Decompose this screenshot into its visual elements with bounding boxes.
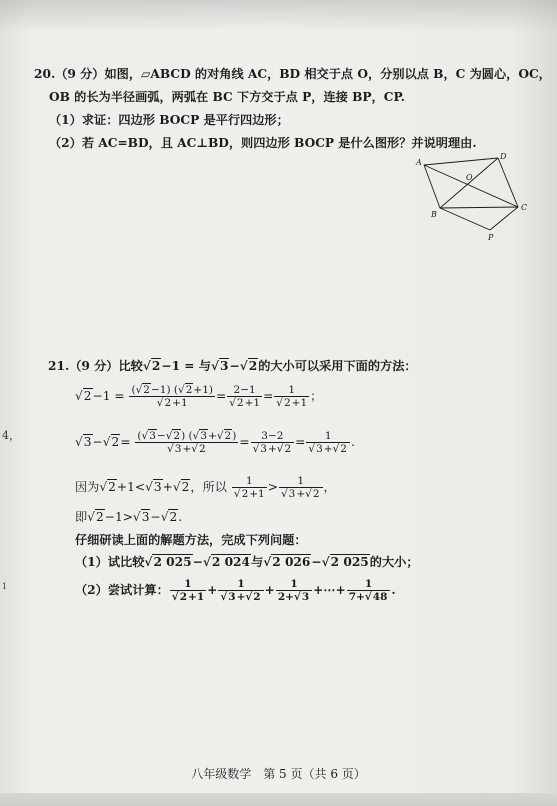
- margin-mark-1: 1: [2, 582, 8, 591]
- q20-part1: （1）求证：四边形 BOCP 是平行四边形；: [49, 113, 289, 127]
- q21-because: 因为√2+1<√3+√2，所以 $\frac{1}{√2+1}$ > $\frac{1}{√3+√2}$ ，: [75, 475, 336, 500]
- q21-equation-2: √3−√2= $\frac{(√3-√2) (√3+√2)}{√3+√2}$ = $\frac{3-2}{√3+√2}$ = $\frac{1}{√3+√2}$ .: [75, 430, 355, 455]
- label-b: B: [431, 210, 437, 219]
- q20-line2: OB 的长为半径画弧，两弧在 BC 下方交于点 P，连接 BP，CP.: [49, 90, 405, 104]
- diagonal-bd: [440, 158, 498, 208]
- label-d: D: [500, 152, 507, 161]
- q21-task-2: （2）尝试计算： $\frac{1}{√2+1}$ + $\frac{1}{√3+√2}$ + $\frac{1}{2+√3}$ +⋯+ $\frac{1}{7+√48}$ .: [75, 578, 396, 603]
- label-o: O: [466, 173, 473, 182]
- page-footer: 八年级数学 第 5 页（共 6 页）: [191, 767, 366, 781]
- label-c: C: [521, 203, 528, 212]
- q21-intro: 21.（9 分）比较√2−1 = 与√3−√2的大小可以采用下面的方法：: [48, 359, 417, 373]
- margin-mark-4: 4，: [2, 429, 20, 442]
- q21-equation-1: √2−1 = $\frac{(√2-1) (√2+1)}{√2+1}$ = $\frac{2-1}{√2+1}$ = $\frac{1}{√2+1}$ ；: [75, 384, 323, 409]
- segment-bp: [440, 208, 490, 230]
- q21-task-1: （1）试比较√2 025−√2 024与√2 026−√2 025的大小；: [75, 555, 419, 569]
- q20-part2: （2）若 AC=BD，且 AC⊥BD，则四边形 BOCP 是什么图形？并说明理由.: [49, 136, 477, 150]
- label-a: A: [416, 158, 422, 167]
- q21-conclusion: 即√2−1>√3−√2.: [75, 510, 183, 524]
- parallelogram-figure: [410, 150, 535, 245]
- q20-line1: 20.（9 分）如图，▱ABCD 的对角线 AC，BD 相交于点 O，分别以点 B，C 为圆心，OC，: [34, 67, 551, 81]
- q21-instruction: 仔细研读上面的解题方法，完成下列问题：: [75, 533, 307, 547]
- segment-cp: [490, 207, 518, 230]
- label-p: P: [488, 233, 494, 242]
- edge-ad: [424, 158, 498, 165]
- top-shadow: [0, 0, 557, 32]
- page-bottom-edge: [0, 793, 557, 806]
